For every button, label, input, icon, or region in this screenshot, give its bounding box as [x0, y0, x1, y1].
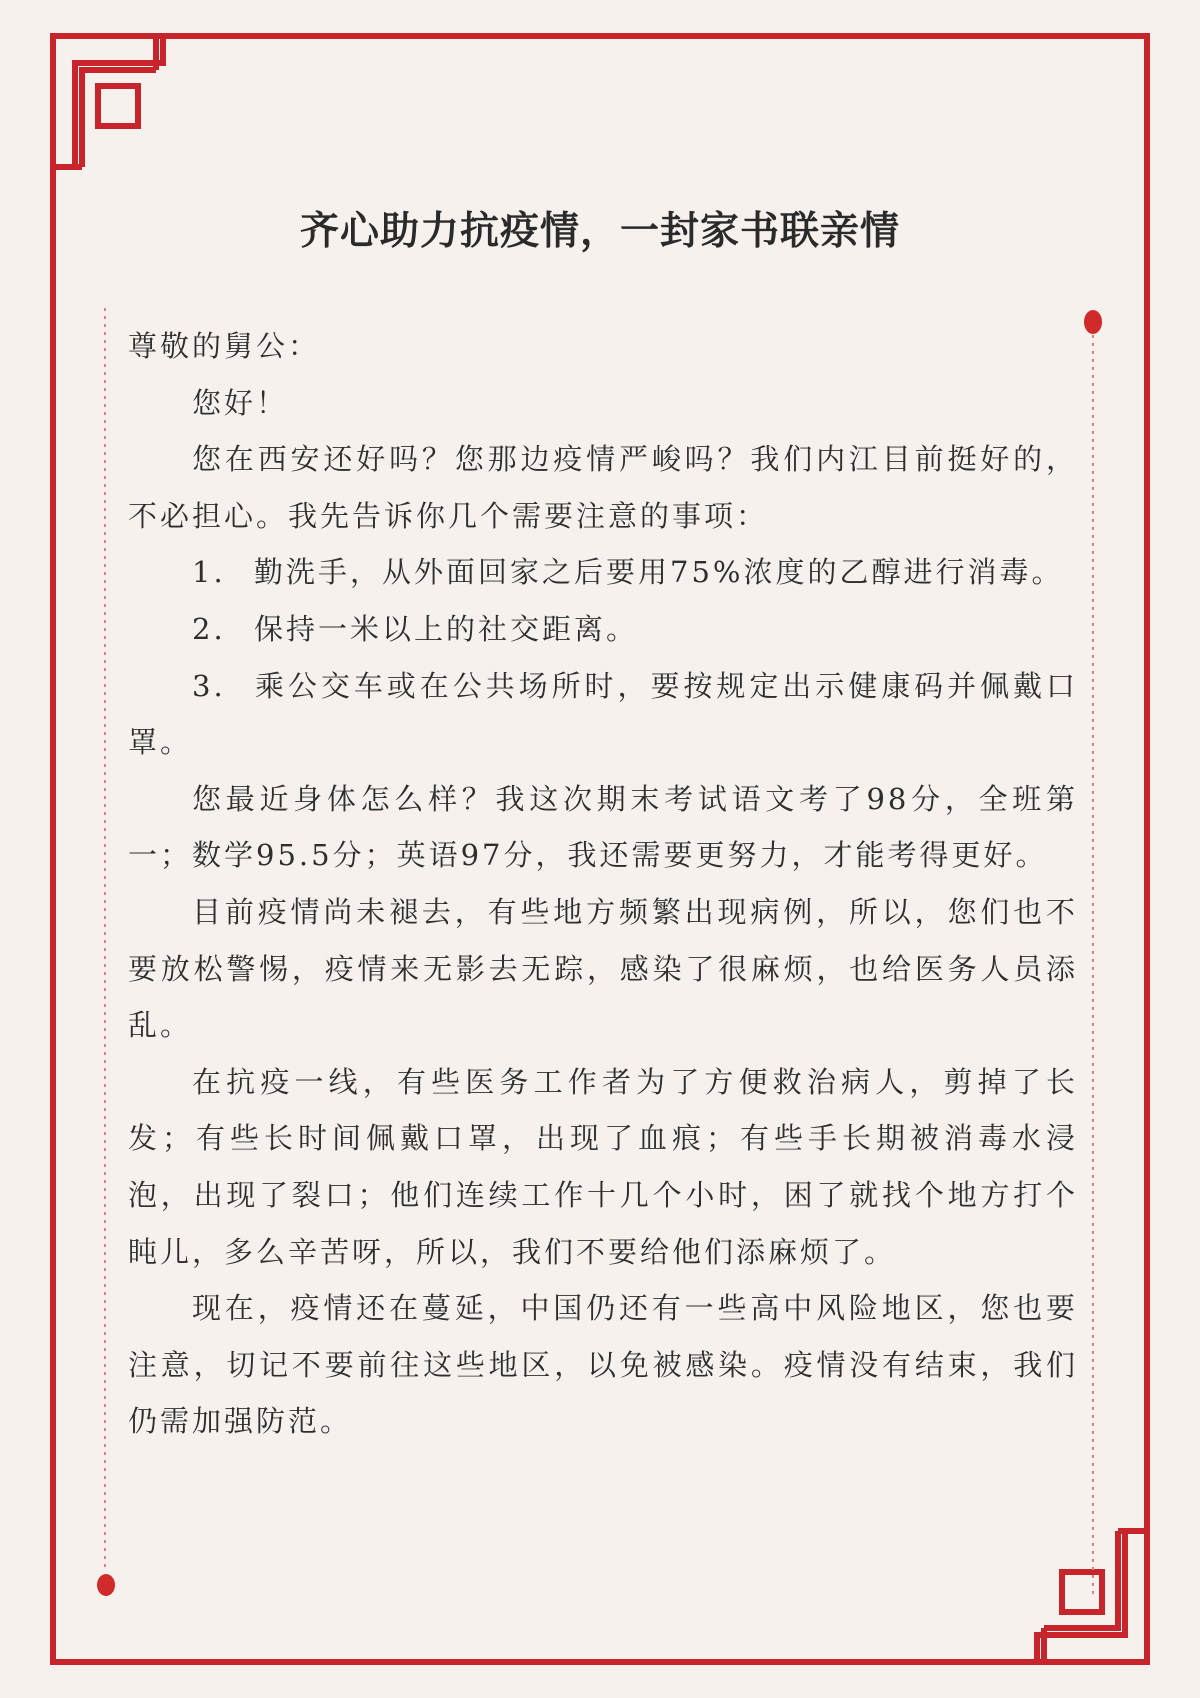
- greeting: 您好！: [192, 385, 289, 420]
- salutation: 尊敬的舅公：: [128, 329, 321, 363]
- red-dot-left: [97, 1574, 115, 1596]
- list-text: 乘公交车或在公共场所时，要按规定出示健康码并佩戴口罩。: [128, 668, 1078, 760]
- red-dot-right: [1084, 310, 1102, 334]
- frontline-paragraph: 在抗疫一线，有些医务工作者为了方便救治病人，剪掉了长发；有些长时间佩戴口罩，出现了血痕；有些手长期被消毒水浸泡，出现了裂口；他们连续工作十几个小时，困了就找个地方打个盹儿，多么辛苦呀，所以，我们不要给他们添麻烦了。: [128, 1064, 1078, 1269]
- closing-paragraph: 现在，疫情还在蔓延，中国仍还有一些高中风险地区，您也要注意，切记不要前往这些地区，以免被感染。疫情没有结束，我们仍需加强防范。: [128, 1291, 1078, 1439]
- intro-paragraph: 您在西安还好吗？您那边疫情严峻吗？我们内江目前挺好的，不必担心。我先告诉你几个需要注意的事项：: [128, 442, 1078, 533]
- list-item-2: [128, 601, 1078, 658]
- list-number: 2.: [192, 611, 226, 646]
- list-item-3: [128, 658, 1078, 771]
- letter-body: [128, 318, 1078, 1450]
- letter-title: 齐心助力抗疫情，一封家书联亲情: [299, 209, 900, 254]
- caution-paragraph: 目前疫情尚未褪去，有些地方频繁出现病例，所以，您们也不要放松警惕，疫情来无影去无踪，感染了很麻烦，也给医务人员添乱。: [128, 894, 1078, 1043]
- health-paragraph: 您最近身体怎么样？我这次期末考试语文考了98分，全班第一；数学95.5分；英语97分，我还需要更努力，才能考得更好。: [128, 781, 1078, 873]
- corner-ornament-top-left: [56, 39, 163, 167]
- corner-ornament-bottom-right: [1037, 1531, 1144, 1659]
- list-text: 勤洗手，从外面回家之后要用75%浓度的乙醇进行消毒。: [254, 555, 1064, 590]
- list-number: 3.: [192, 668, 226, 703]
- list-item-1: [128, 544, 1078, 601]
- list-number: 1.: [192, 555, 226, 590]
- list-text: 保持一米以上的社交距离。: [254, 611, 639, 646]
